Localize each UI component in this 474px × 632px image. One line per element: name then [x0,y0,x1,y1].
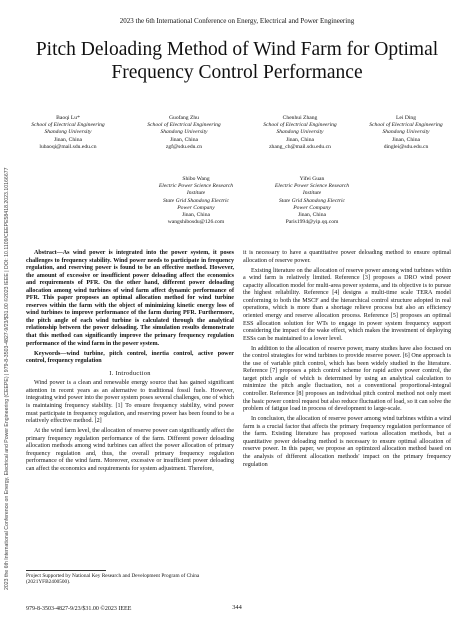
author-affiliation: School of Electrical Engineering [369,122,443,129]
author-affiliation: Power Company [177,204,215,211]
left-column [26,250,234,476]
author-affiliation: State Grid Shandong Electric [162,197,230,204]
author-affiliation: Institute [302,190,322,197]
author-affiliation: State Grid Shandong Electric [278,197,346,204]
body-paragraph: At the wind farm level, the allocation of reserve power can significantly affect the primary frequency regulation performance of the farm. Different power deloading allocation methods among wind turbines can affect the power allocation of primary frequency regulation and, thus, the overall primary frequency regulation performance of the wind farm. Moreover, excessive or insufficient power deloading can affect the economics and requirements for system adjustment. Therefore, [26,428,234,472]
author-affiliation: Shandong University [276,129,324,136]
author-affiliation: Shandong University [160,129,208,136]
author-affiliation: Electric Power Science Research [274,183,350,190]
conference-header: 2023 the 6th International Conference on Energy, Electrical and Power Engineering [119,17,355,25]
author-place: Jinan, China [182,212,210,219]
author-place: Jinan, China [298,212,326,219]
author-place: Jinan, China [392,136,420,143]
author-email[interactable]: Paris1994@yip.qq.com [285,219,339,226]
author-block-2 [128,115,240,151]
copyright-line: 979-8-3503-4827-9/23/$31.00 ©2023 IEEE [26,606,132,612]
title-line-2: Frequency Control Performance [111,62,363,83]
author-affiliation: School of Electrical Engineering [31,122,105,129]
author-place: Jinan, China [54,136,82,143]
body-paragraph: Existing literature on the allocation of reserve power among wind turbines within a wind farm is relatively limited. Reference [3] proposes a DRO wind power capacity allocation model for multi-area power systems, and its objective is to pursue the highest reliability. Reference [4] designs a multi-time scale TERA model conforming to both the MSCF and the hierarchical control structure adopted in real operations, which is more than a shortage relieve process but also an efficiency oriented energy and reserve allocation process. Reference [5] proposes an optimal ESS allocation solution for WTs to engage in power system frequency support considering the impact of the wake effect, which makes the investment of deploying ESSs can be maintained to a lower level. [243,267,451,342]
author-name: Yifei Guan [299,176,325,182]
author-affiliation: Electric Power Science Research [158,183,234,190]
author-name: Guofang Zhu [169,115,199,121]
page-number: 344 [232,604,242,611]
body-paragraph: In addition to the allocation of reserve power, many studies have also focused on the control strategies for wind turbines to provide reserve power. [6] One approach is the use of variable pitch control, which has been widely studied in the literature. Reference [7] proposes a pitch control scheme for rapid active power control, the target pitch angle of which is determined by using an analytical calculation to minimize the pitch angle fluctuation, not a conventional proportional-integral controller. Reference [8] proposes an individual pitch control method not only meet the basic power control request but also reduce fluctuation of load, so it can solve the problem of fatigue load in process of development to large-scale. [243,345,451,413]
footnote: Project Supported by National Key Research and Development Program of China (2021YFB2400500). [26,573,200,586]
keywords: Keywords—wind turbine, pitch control, inertia control, active power control, frequency regulation [26,350,234,365]
body-paragraph: In conclusion, the allocation of reserve power among wind turbines within a wind farm is a crucial factor that affects the primary frequency regulation performance of the farm. Existing literature has proposed various allocation methods, but a quantitative power deloading method is necessary to ensure optimal allocation of reserve power. In this paper, we propose an optimized allocation method based on the analysis of different allocation methods' impact on the primary frequency regulation [243,416,451,468]
author-name: Baoqi Lu* [56,115,80,121]
author-affiliation: Institute [186,190,206,197]
abstract: Abstract—As wind power is integrated into the power system, it poses challenges to frequency stability. Wind power needs to participate in frequency regulation, and reserving power is found to be an effective method. However, the amount of excessive or insufficient power deloading affect the economics and requirements of PFR. On the other hand, different power deloading allocation among wind turbines of wind farm affect dynamic performance of PFR. This paper proposes an optimal allocation method for wind turbine reserves within the farm with the object of minimizing kinetic energy loss of wind turbines to improve performance of the farm during PFR. Furthermore, the pitch angle of each wind turbine is calculated through the analytical relationship between the power deloading. The simulation results demonstrate that this method can significantly improve the primary frequency regulation performance of the wind farm in the power system. [26,250,234,347]
author-email[interactable]: zgf@sdu.edu.cn [165,143,203,150]
author-affiliation: School of Electrical Engineering [263,122,337,129]
author-name: Chenhui Zhang [282,115,318,121]
title-line-1: Pitch Deloading Method of Wind Farm for Optimal [35,39,439,60]
paper-title [20,38,454,84]
section-heading-introduction: I. Introduction [109,369,151,377]
author-affiliation: Shandong University [382,129,430,136]
author-email[interactable]: wangshibosdu@126.com [167,219,225,226]
body-paragraph: Wind power is a clean and renewable energy source that has gained significant attention in recent years as an alternative to traditional fossil fuels. However, integrating wind power into the power system poses several challenges, one of which is maintaining frequency stability. [1] To ensure frequency stability, wind power must participate in frequency regulation, and reserving power has been found to be a relatively effective method. [2] [26,380,234,425]
author-email[interactable]: lubaoqi@mail.sdu.edu.cn [39,143,97,150]
author-email[interactable]: zhang_ch@mail.sdu.edu.cn [269,143,331,150]
author-name: Lei Ding [395,115,417,121]
author-name: Shibo Wang [182,176,210,182]
footnote-rule [26,570,106,571]
author-block-5 [140,176,252,226]
author-block-4 [350,115,462,151]
author-email[interactable]: dinglei@sdu.edu.cn [383,143,429,150]
body-paragraph: it is necessary to have a quantitative power deloading method to ensure optimal allocation of reserve power. [243,250,451,264]
author-place: Jinan, China [170,136,198,143]
author-place: Jinan, China [286,136,314,143]
right-column [243,250,451,472]
author-affiliation: School of Electrical Engineering [147,122,221,129]
author-affiliation: Power Company [293,204,331,211]
author-block-1 [12,115,124,151]
author-affiliation: Shandong University [44,129,92,136]
side-doi-strip [4,90,12,590]
author-block-6 [256,176,368,226]
side-doi-text: 2023 the 6th International Conference on Energy, Electrical and Power Engineering (CEEPE) | 979-8-3503-4827-9/23/$31.00 ©2023 IEEE | DOI: 10.1109/CEEPE58418.2023.10166677 [4,167,10,590]
author-block-3 [244,115,356,151]
